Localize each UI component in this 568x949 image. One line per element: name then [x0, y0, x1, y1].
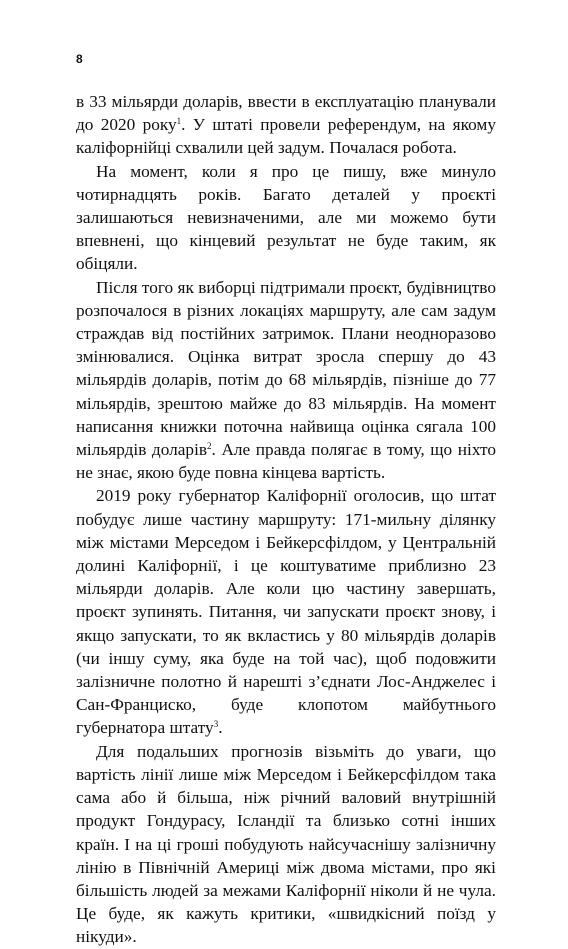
paragraph-text: . Але правда полягає в тому, що ніхто не знає, якою буде повна кінцева вартість.: [76, 440, 496, 483]
paragraph-text: На момент, коли я про це пишу, вже минуло чотирнадцять років. Багато деталей у проєкті залишаються невизначеними, але ми можемо бути впевнені, що кінцевий результат не буде таким, як обіцяли.: [76, 161, 496, 274]
paragraph-text: Після того як виборці підтримали проєкт, будівництво розпочалося в різних локаціях маршруту, але сам задум страждав від постійних затримок. Плани неодноразово змінювалися. Оцінка витрат зросла спершу до 43 мільярдів доларів, потім до 68 мільярдів, пізніше до 77 мільярдів, зрештою майже до 83 мільярдів. На момент написання книжки поточна найвища оцінка сягала 100 мільярдів доларів: [76, 277, 496, 460]
paragraph-3: [76, 276, 496, 485]
paragraph-text: Для подальших прогнозів візьміть до уваги, що вартість лінії лише між Мерседом і Бейкерсфілдом така сама або й більша, ніж річний валовий внутрішній продукт Гондурасу, Ісландії та близько сотні інших країн. І на ці гроші побудують найсучаснішу залізничну лінію в Північній Америці між двома містами, про які більшість людей за межами Каліфорнії ніколи й не чула. Це буде, як кажуть критики, «швидкісний поїзд у нікуди».: [76, 741, 496, 947]
footnote-marker[interactable]: 3: [213, 719, 219, 730]
paragraph-5: [76, 740, 496, 949]
page-number: 8: [76, 52, 83, 66]
paragraph-1: [76, 90, 496, 160]
paragraph-text: .: [218, 718, 223, 738]
paragraph-4: [76, 484, 496, 739]
paragraph-text: . У штаті провели референдум, на якому каліфорнійці схвалили цей задум. Почалася робота.: [76, 115, 496, 158]
footnote-marker[interactable]: 2: [207, 441, 212, 452]
paragraph-text: 2019 року губернатор Каліфорнії оголосив, що штат побудує лише частину маршруту: 171-мильну ділянку між містами Мерседом і Бейкерсфілдом, у Центральній долині Каліфорнії, і це коштуватиме приблизно 23 мільярди доларів. Але коли цю частину завершать, проєкт зупинять. Питання, чи запускати проєкт знову, і якщо запускати, то як вкластись у 80 мільярдів доларів (чи іншу суму, яка буде на той час), щоб подовжити залізничне полотно й нарешті з’єднати Лос-Анджелес і Сан-Франциско, буде клопотом майбутнього губернатора штату: [76, 486, 496, 738]
paragraph-2: [76, 160, 496, 276]
body-text: [76, 90, 496, 949]
footnote-marker[interactable]: 1: [176, 116, 182, 127]
paragraph-text: в 33 мільярди доларів, ввести в експлуатацію планували до 2020 року: [76, 92, 496, 135]
